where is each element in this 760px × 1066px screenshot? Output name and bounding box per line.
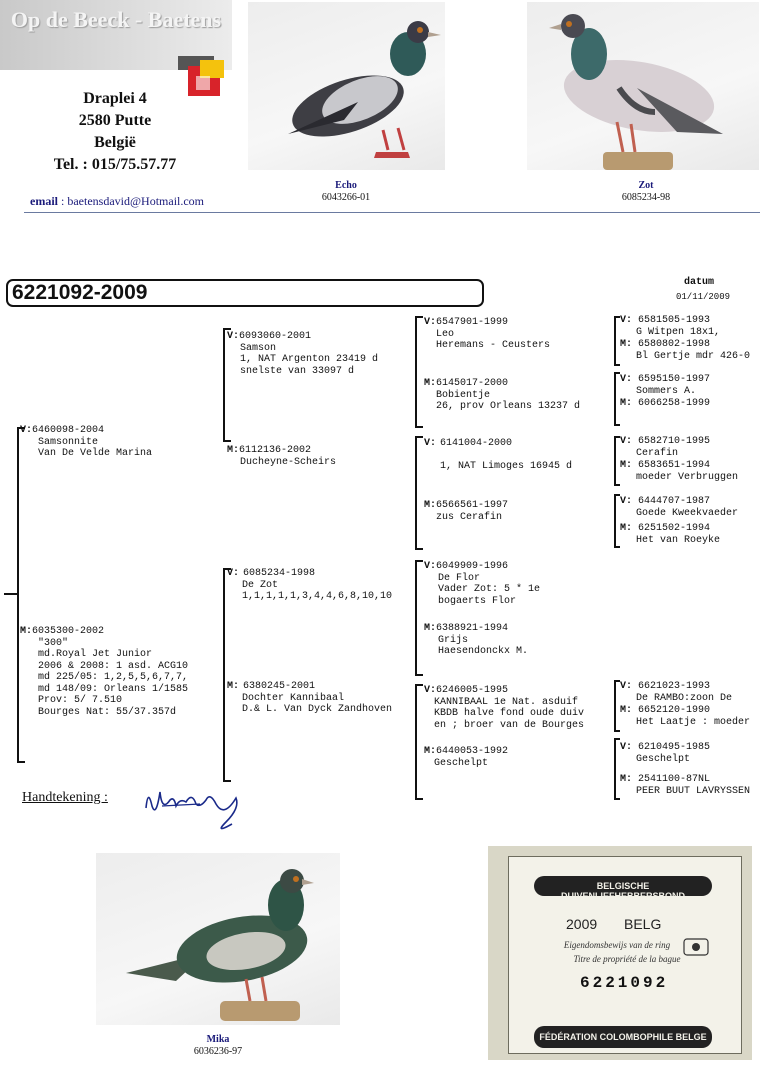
sex-label: V: (620, 496, 633, 507)
card-top-text: BELGISCHE DUIVENLIEFHEBBERSBOND (560, 881, 685, 901)
entry-ring: 6251502-1994 (638, 523, 711, 534)
photo-mika (96, 853, 340, 1025)
caption-echo-ring: 6043266-01 (321, 192, 371, 203)
entry-line: Het Laatje : moeder (636, 716, 751, 728)
address-street: Draplei 4 (83, 90, 147, 107)
caption-zot-name: Zot (638, 180, 654, 191)
entry-line: KBDB halve fond oude duiv (434, 708, 585, 719)
entry-ring: 6066258-1999 (638, 398, 711, 409)
caption-zot-ring: 6085234-98 (621, 192, 671, 203)
pedigree-gen4-11 (620, 742, 710, 765)
entry-ring: 6595150-1997 (638, 374, 711, 385)
sex-label: V: (620, 742, 633, 753)
gen3-tick-1a (415, 316, 423, 318)
gen3-bracket-4 (415, 684, 417, 800)
gen2-bracket-1 (223, 328, 225, 442)
gen2-tick-1b (223, 440, 231, 442)
sex-label: V: (620, 436, 633, 447)
father-ring: 6460098-2004 (32, 425, 105, 436)
entry-ring: 6112136-2002 (239, 445, 312, 456)
gen3-tick-4a (415, 684, 423, 686)
pedigree-gen2-3 (227, 568, 392, 603)
gen3-tick-1b (415, 426, 423, 428)
entry-line: 26, prov Orleans 13237 d (436, 401, 581, 412)
entry-line: Het van Roeyke (636, 534, 721, 546)
card-year: 2009 (566, 916, 598, 932)
entry-line: bogaerts Flor (438, 595, 517, 607)
father-line: Samsonnite (38, 436, 99, 448)
entry-line: PEER BUUT LAVRYSSEN (636, 785, 751, 797)
root-connector (4, 593, 18, 595)
caption-echo-name: Echo (335, 180, 357, 191)
sex-label: M: (20, 626, 33, 637)
gen3-bracket-1 (415, 316, 417, 428)
entry-ring: 6566561-1997 (436, 500, 509, 511)
pedigree-gen3-8 (424, 746, 508, 769)
entry-line: Cerafin (636, 447, 679, 459)
card-nl-text: Eigendomsbewijs van de ring (563, 940, 671, 950)
address-city: 2580 Putte (78, 112, 152, 129)
entry-line: Geschelpt (434, 757, 489, 769)
entry-line: 1,1,1,1,1,3,4,4,6,8,10,10 (242, 591, 393, 602)
card-bottom-text: FÉDÉRATION COLOMBOPHILE BELGE (539, 1032, 707, 1042)
sex-label: V: (424, 317, 437, 328)
entry-ring: 6145017-2000 (436, 378, 509, 389)
signature-image (140, 778, 244, 838)
gen1-bracket (17, 427, 19, 763)
entry-line: Dochter Kannibaal (242, 692, 345, 704)
entry-ring: 6085234-1998 (243, 568, 316, 579)
gen2-tick-1a (223, 328, 231, 330)
gen4-tick-1b (614, 364, 620, 366)
caption-mika (178, 1034, 258, 1058)
father-line: Van De Velde Marina (38, 448, 153, 459)
sex-label: V: (227, 568, 240, 579)
photo-echo (248, 2, 445, 170)
datum-value: 01/11/2009 (676, 292, 731, 302)
sex-label: V: (20, 425, 33, 436)
pedigree-gen3-3 (424, 438, 572, 473)
sex-label: V: (424, 438, 437, 449)
gen4-tick-4b (614, 546, 620, 548)
sex-label: V: (424, 561, 437, 572)
email-label: email (30, 194, 58, 208)
entry-line: Leo (436, 328, 455, 340)
sex-label: M: (424, 746, 437, 757)
pedigree-mother (20, 626, 188, 718)
entry-ring: 6388921-1994 (436, 623, 509, 634)
gen4-tick-5b (614, 730, 620, 732)
gen4-tick-2b (614, 424, 620, 426)
gen3-tick-3b (415, 674, 423, 676)
sex-label: V: (620, 681, 633, 692)
gen3-bracket-3 (415, 560, 417, 676)
gen4-bracket-4 (614, 494, 616, 548)
pedigree-father (20, 425, 152, 460)
gen4-bracket-5 (614, 680, 616, 732)
entry-line: Vader Zot: 5 * 1e (438, 584, 541, 595)
entry-ring: 6583651-1994 (638, 460, 711, 471)
mother-line: md 148/09: Orleans 1/1585 (38, 683, 189, 695)
caption-mika-ring: 6036236-97 (193, 1046, 243, 1057)
entry-line: G Witpen 18x1, (636, 326, 721, 338)
pedigree-gen4-5 (620, 436, 710, 459)
pedigree-gen3-6 (424, 623, 528, 658)
gen3-tick-4b (415, 798, 423, 800)
caption-echo (296, 180, 396, 204)
pedigree-gen4-2 (620, 339, 750, 362)
entry-line: De RAMBO:zoon De (636, 692, 733, 704)
entry-line: Grijs (438, 634, 469, 646)
entry-line: D.& L. Van Dyck Zandhoven (242, 704, 393, 715)
card-ring-number: 6221092 (580, 974, 669, 992)
entry-line: Samson (240, 342, 277, 354)
entry-line: De Zot (242, 579, 279, 591)
pedigree-gen2-1 (227, 331, 378, 377)
pedigree-gen3-2 (424, 378, 580, 413)
entry-line: Haesendonckx M. (438, 646, 529, 657)
gen4-tick-6a (614, 738, 620, 740)
mother-line: 2006 & 2008: 1 asd. ACG10 (38, 660, 189, 672)
pigeon-echo-image (248, 2, 445, 170)
gen3-tick-3a (415, 560, 423, 562)
sex-label: M: (620, 339, 633, 350)
entry-ring: 6210495-1985 (638, 742, 711, 753)
entry-line (424, 450, 440, 461)
sex-label: M: (620, 705, 633, 716)
entry-line: Ducheyne-Scheirs (240, 456, 337, 468)
pedigree-gen4-7 (620, 496, 738, 519)
pedigree-gen3-7 (424, 685, 584, 731)
sex-label: M: (424, 378, 437, 389)
gen2-bracket-2 (223, 568, 225, 782)
entry-ring: 6582710-1995 (638, 436, 711, 447)
header-divider (24, 212, 760, 213)
pedigree-gen4-6 (620, 460, 738, 483)
gen4-bracket-1 (614, 316, 616, 366)
entry-line: 1, NAT Limoges 16945 d (440, 461, 573, 472)
mother-line: Prov: 5/ 7.510 (38, 695, 123, 706)
sex-label: V: (620, 315, 633, 326)
pedigree-gen3-5 (424, 561, 540, 607)
entry-ring: 6580802-1998 (638, 339, 711, 350)
pedigree-gen4-3 (620, 374, 710, 397)
entry-line: moeder Verbruggen (636, 471, 739, 483)
pedigree-gen3-4 (424, 500, 508, 523)
entry-line: Bobientje (436, 389, 491, 401)
pedigree-gen4-4 (620, 398, 710, 410)
sex-label: M: (424, 500, 437, 511)
pigeon-mika-image (96, 853, 340, 1025)
email-value[interactable]: : baetensdavid@Hotmail.com (61, 194, 205, 208)
entry-line: Bl Gertje mdr 426-0 (636, 350, 751, 362)
sex-label: M: (620, 398, 633, 409)
sex-label: M: (620, 523, 633, 534)
pigeon-zot-image (527, 2, 759, 170)
sex-label: V: (227, 331, 240, 342)
entry-ring: 6440053-1992 (436, 746, 509, 757)
email-line[interactable] (30, 194, 204, 209)
mother-line: md.Royal Jet Junior (38, 649, 153, 660)
mother-line: md 225/05: 1,2,5,5,6,7,7, (38, 672, 189, 683)
gen4-bracket-2 (614, 372, 616, 426)
entry-ring: 6380245-2001 (243, 681, 316, 692)
gen3-tick-2b (415, 548, 423, 550)
entry-ring: 6141004-2000 (440, 438, 513, 449)
pedigree-gen4-10 (620, 705, 750, 728)
card-fr-text: Titre de propriété de la bague (573, 954, 681, 964)
address-block (30, 88, 200, 176)
address-country: België (94, 134, 136, 151)
caption-zot (606, 180, 686, 204)
entry-line: snelste van 33097 d (240, 365, 355, 377)
entry-line: 1, NAT Argenton 23419 d (240, 354, 379, 365)
entry-line: Goede Kweekvaeder (636, 507, 739, 519)
pedigree-gen4-1 (620, 315, 720, 338)
mother-line: "300" (38, 637, 69, 649)
entry-ring: 2541100-87NL (638, 774, 711, 785)
entry-line: De Flor (438, 572, 481, 584)
sex-label: M: (620, 774, 633, 785)
entry-ring: 6093060-2001 (239, 331, 312, 342)
gen4-bracket-3 (614, 436, 616, 486)
entry-line: Geschelpt (636, 753, 691, 765)
gen4-tick-3b (614, 484, 620, 486)
sex-label: M: (620, 460, 633, 471)
datum-label: datum (684, 277, 715, 288)
sex-label: V: (620, 374, 633, 385)
caption-mika-name: Mika (206, 1034, 230, 1045)
gen4-tick-6b (614, 798, 620, 800)
mother-line: Bourges Nat: 55/37.357d (38, 706, 177, 718)
entry-line: KANNIBAAL 1e Nat. asduif (434, 696, 579, 708)
entry-ring: 6246005-1995 (436, 685, 509, 696)
pedigree-gen4-9 (620, 681, 732, 704)
entry-ring: 6547901-1999 (436, 317, 509, 328)
entry-line: en ; broer van de Bourges (434, 719, 585, 731)
pedigree-gen2-2 (227, 445, 336, 468)
pedigree-gen2-4 (227, 681, 392, 716)
pedigree-gen4-8 (620, 523, 720, 546)
ring-number: 6221092-2009 (12, 281, 148, 304)
entry-line: Heremans - Ceusters (436, 340, 551, 351)
gen4-bracket-6 (614, 738, 616, 800)
pedigree-gen3-1 (424, 317, 550, 352)
address-phone: Tel. : 015/75.57.77 (53, 156, 177, 173)
entry-ring: 6652120-1990 (638, 705, 711, 716)
gen1-tick-mother (17, 761, 25, 763)
sex-label: V: (424, 685, 437, 696)
entry-ring: 6621023-1993 (638, 681, 711, 692)
brand-title: Op de Beeck - Baetens (10, 7, 222, 32)
entry-ring: 6581505-1993 (638, 315, 711, 326)
sex-label: M: (227, 681, 240, 692)
mother-ring: 6035300-2002 (32, 626, 105, 637)
entry-line: Sommers A. (636, 385, 697, 397)
pedigree-gen4-12 (620, 774, 750, 797)
sex-label: M: (424, 623, 437, 634)
sex-label: M: (227, 445, 240, 456)
card-country: BELG (624, 916, 662, 932)
gen3-tick-2a (415, 436, 423, 438)
entry-line: zus Cerafin (436, 511, 503, 523)
signature-label: Handtekening : (22, 790, 108, 805)
gen3-bracket-2 (415, 436, 417, 550)
entry-ring: 6444707-1987 (638, 496, 711, 507)
photo-zot (527, 2, 759, 170)
entry-ring: 6049909-1996 (436, 561, 509, 572)
